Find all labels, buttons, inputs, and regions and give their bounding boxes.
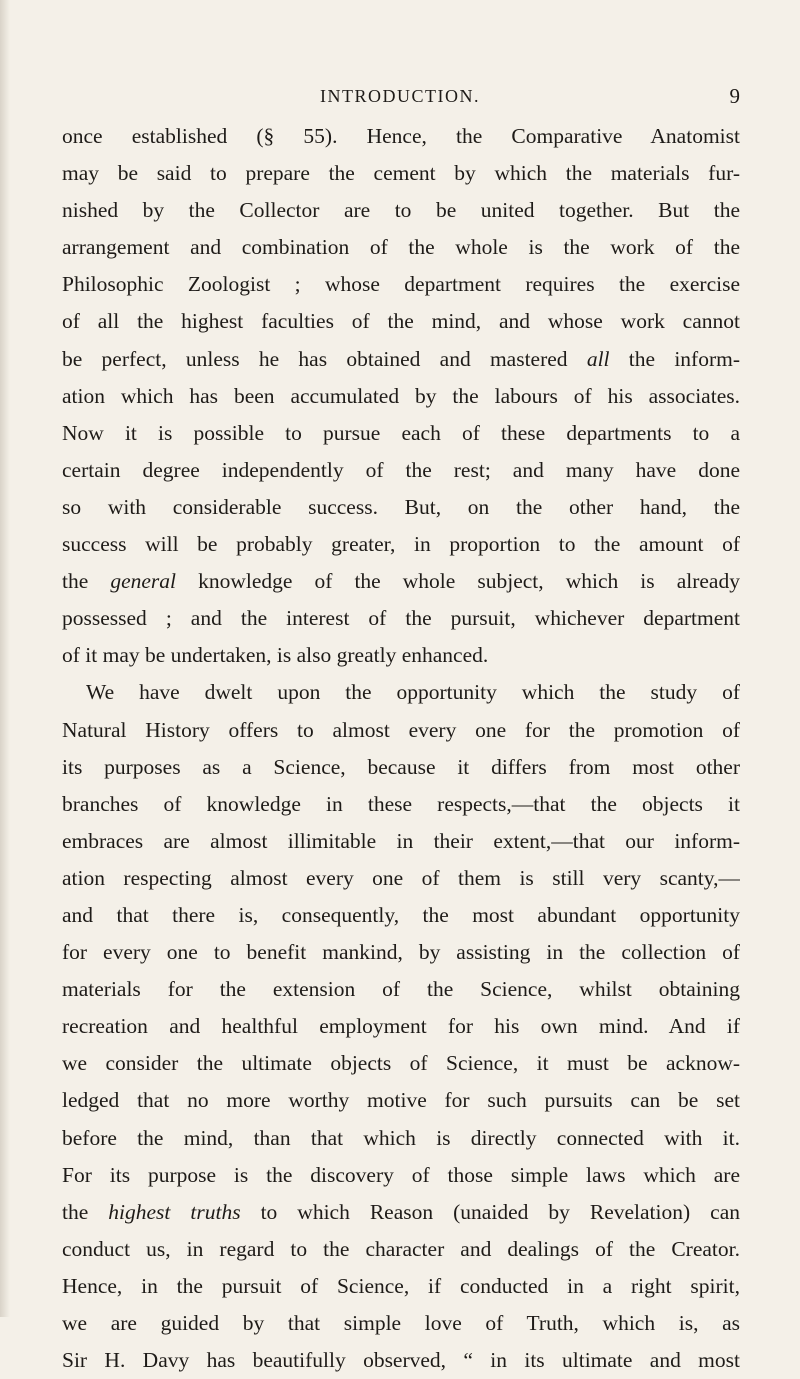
text-line-6: of all the highest faculties of the mind, and whose work cannot bbox=[62, 309, 740, 334]
text-segment: be perfect, unless he has obtained and mastered bbox=[62, 346, 587, 371]
text-line-30 bbox=[62, 1194, 740, 1231]
text-segment: knowledge of the whole subject, which is already bbox=[176, 569, 740, 594]
text-line-4: arrangement and combination of the whole is the work of the bbox=[62, 235, 740, 260]
text-line-15: of it may be undertaken, is also greatly enhanced. bbox=[62, 643, 489, 668]
text-line-11: so with considerable success. But, on the other hand, the bbox=[62, 494, 740, 519]
text-line-22: and that there is, consequently, the most abundant opportunity bbox=[62, 902, 740, 927]
text-line-26: we consider the ultimate objects of Science, it must be acknow- bbox=[62, 1051, 740, 1076]
text-line-27: ledged that no more worthy motive for such pursuits can be set bbox=[62, 1088, 740, 1113]
text-line-34: Sir H. Davy has beautifully observed, “ in its ultimate and most bbox=[62, 1348, 740, 1373]
emphasis-highest-truths: highest truths bbox=[108, 1199, 241, 1224]
page-number: 9 bbox=[729, 84, 740, 108]
text-line-7 bbox=[62, 341, 740, 378]
running-head: INTRODUCTION. bbox=[320, 86, 480, 106]
text-line-9: Now it is possible to pursue each of these departments to a bbox=[62, 420, 740, 445]
emphasis-all: all bbox=[586, 346, 610, 371]
text-line-16: We have dwelt upon the opportunity which the study of bbox=[86, 680, 740, 705]
text-line-31: conduct us, in regard to the character and dealings of the Creator. bbox=[62, 1236, 740, 1261]
text-line-10: certain degree independently of the rest; and many have done bbox=[62, 457, 740, 482]
text-line-18: its purposes as a Science, because it differs from most other bbox=[62, 754, 740, 779]
text-segment: the bbox=[62, 1199, 109, 1224]
text-line-1: once established (§ 55). Hence, the Comparative Anatomist bbox=[62, 124, 740, 148]
text-segment: to which Reason (unaided by Revelation) can bbox=[240, 1199, 740, 1224]
text-line-12: success will be probably greater, in proportion to the amount of bbox=[62, 532, 740, 557]
text-line-29: For its purpose is the discovery of those simple laws which are bbox=[62, 1162, 740, 1187]
page-header bbox=[0, 86, 800, 116]
page-gutter-shadow bbox=[0, 0, 10, 1317]
body-text bbox=[62, 118, 740, 1379]
text-line-13 bbox=[62, 563, 740, 600]
text-segment: the bbox=[62, 569, 111, 594]
text-line-3: nished by the Collector are to be united together. But the bbox=[62, 198, 740, 223]
text-line-28: before the mind, than that which is directly connected with it. bbox=[62, 1125, 740, 1150]
text-line-19: branches of knowledge in these respects,—that the objects it bbox=[62, 791, 740, 816]
text-line-17: Natural History offers to almost every one for the promotion of bbox=[62, 717, 740, 742]
text-line-20: embraces are almost illimitable in their extent,—that our inform- bbox=[62, 828, 740, 853]
text-line-25: recreation and healthful employment for his own mind. And if bbox=[62, 1014, 740, 1039]
text-line-24: materials for the extension of the Science, whilst obtaining bbox=[62, 977, 740, 1002]
text-line-21: ation respecting almost every one of them is still very scanty,— bbox=[62, 865, 740, 890]
text-line-5: Philosophic Zoologist ; whose department requires the exercise bbox=[62, 272, 740, 297]
text-line-8: ation which has been accumulated by the labours of his associates. bbox=[62, 383, 740, 408]
text-line-33: we are guided by that simple love of Truth, which is, as bbox=[62, 1311, 740, 1335]
text-line-2: may be said to prepare the cement by which the materials fur- bbox=[62, 161, 740, 186]
text-line-32: Hence, in the pursuit of Science, if conducted in a right spirit, bbox=[62, 1273, 740, 1298]
text-segment: the inform- bbox=[609, 346, 740, 371]
text-line-23: for every one to benefit mankind, by assisting in the collection of bbox=[62, 940, 740, 965]
emphasis-general: general bbox=[110, 569, 177, 594]
text-line-14: possessed ; and the interest of the pursuit, whichever department bbox=[62, 606, 740, 631]
